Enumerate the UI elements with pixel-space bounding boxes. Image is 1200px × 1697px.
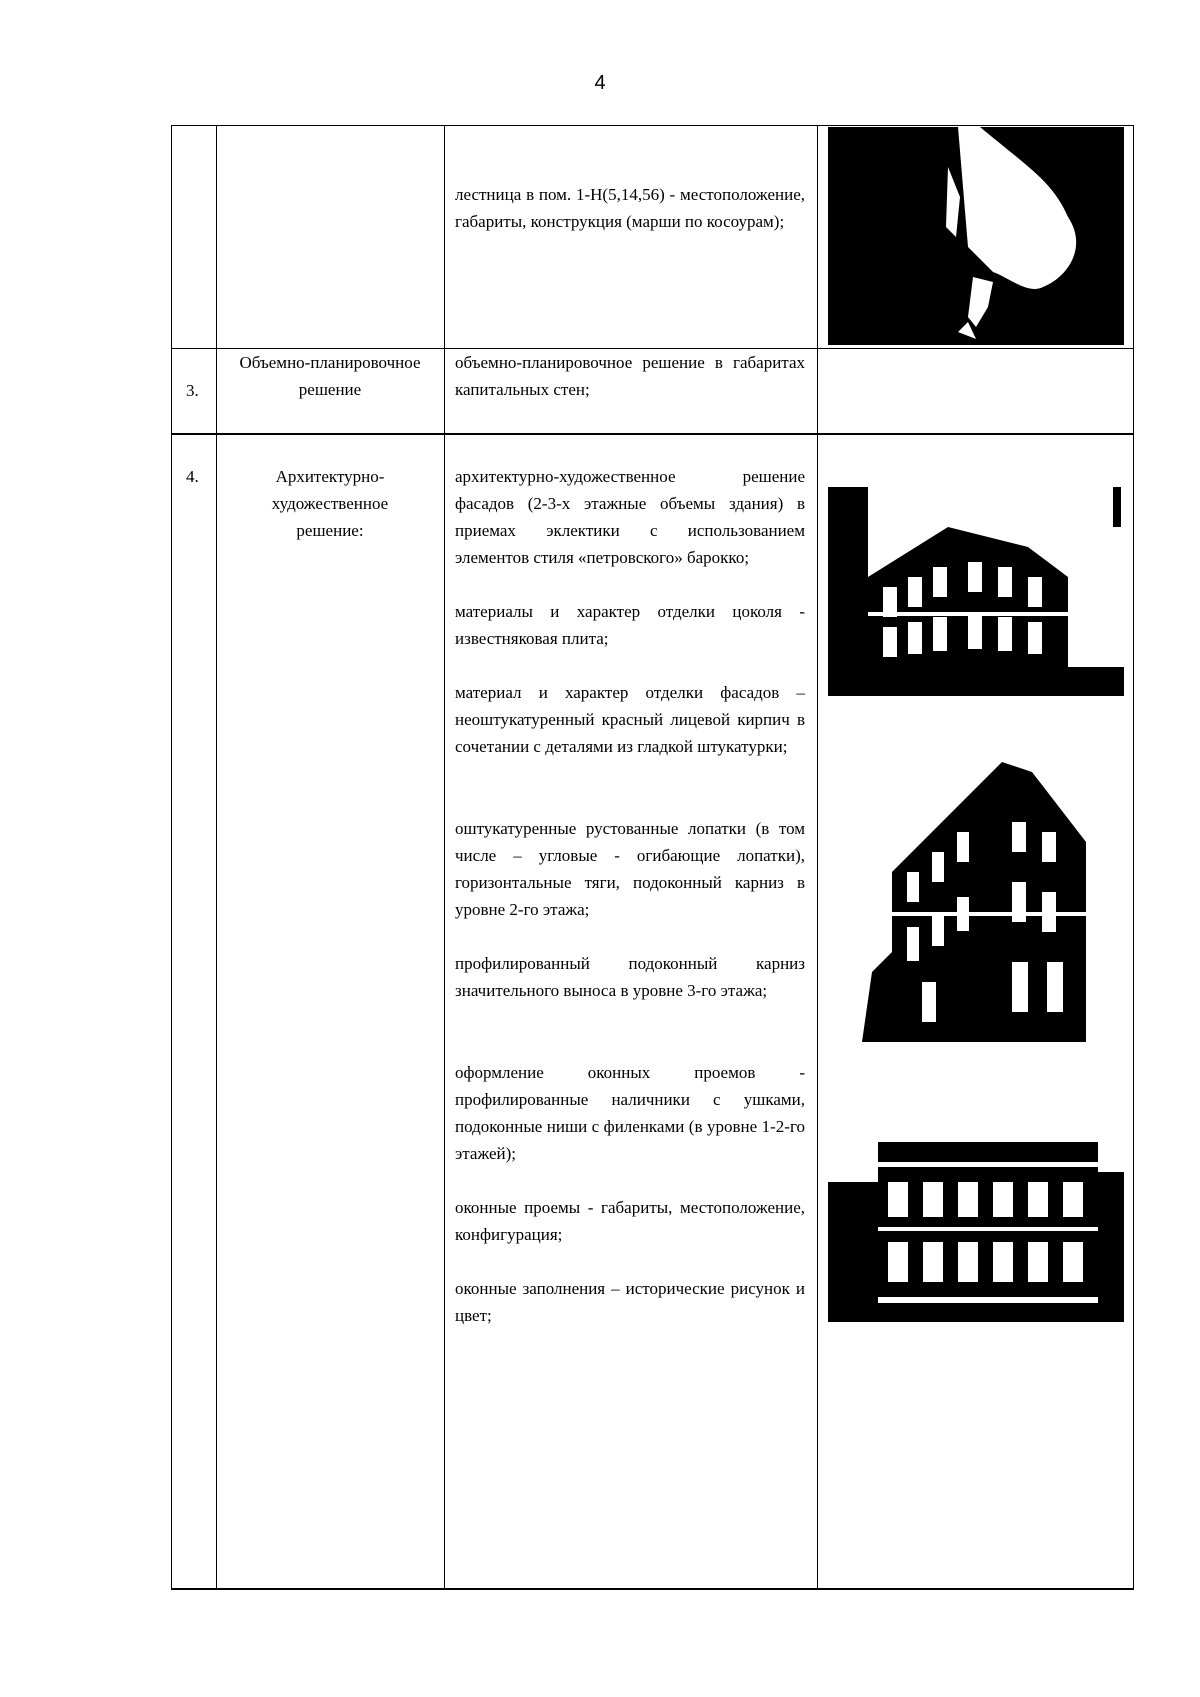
row-4-title: Архитектурно-художественное решение: — [271, 467, 389, 540]
row-1-item-1: лестница в пом. 1-Н(5,14,56) - местоположение, габариты, конструкция (марши по косоурам); — [455, 185, 805, 231]
table-border-left — [171, 125, 172, 1590]
row-4-description — [455, 463, 805, 1356]
building-corner-photo — [862, 752, 1086, 1042]
row-3-title: Объемно-планировочное решение — [239, 353, 421, 399]
table-border-right — [1133, 125, 1134, 1590]
table-col-divider-1 — [216, 125, 217, 1590]
row-4-item-7: оконные проемы - габариты, местоположение, конфигурация; — [455, 1198, 805, 1244]
row-4-item-4: оштукатуренные рустованные лопатки (в том числе – угловые - огибающие лопатки), горизонтальные тяги, подоконный карниз в уровне 2-го этажа; — [455, 819, 805, 919]
table-col-divider-2 — [444, 125, 445, 1590]
row-3-index: 3. — [186, 381, 199, 400]
row-4-item-8: оконные заполнения – исторические рисунок и цвет; — [455, 1279, 805, 1325]
building-facade-photo — [828, 487, 1124, 696]
row-3-item-1: объемно-планировочное решение в габаритах капитальных стен; — [455, 353, 805, 399]
row-4-index: 4. — [186, 467, 199, 486]
row-4-item-2: материалы и характер отделки цоколя - известняковая плита; — [455, 602, 805, 648]
page-number: 4 — [594, 72, 606, 94]
building-front-photo — [828, 1122, 1124, 1322]
row-3-description — [455, 349, 805, 430]
row-1-description — [455, 181, 805, 262]
row-4-item-3: материал и характер отделки фасадов – неоштукатуренный красный лицевой кирпич в сочетании с деталями из гладкой штукатурки; — [455, 683, 805, 756]
table-border-top — [171, 125, 1134, 126]
staircase-photo — [828, 127, 1124, 345]
table-col-divider-3 — [817, 125, 818, 1590]
row-4-item-6: оформление оконных проемов - профилированные наличники с ушками, подоконные ниши с филенками (в уровне 1-2-го этажей); — [455, 1063, 805, 1163]
table-border-bottom — [171, 1588, 1134, 1590]
table-row-divider-2 — [171, 433, 1134, 435]
row-4-item-1: архитектурно-художественное решение фасадов (2-3-х этажные объемы здания) в приемах эклектики с использованием элементов стиля «петровского» барокко; — [455, 467, 805, 567]
row-4-item-5: профилированный подоконный карниз значительного выноса в уровне 3-го этажа; — [455, 954, 805, 1000]
